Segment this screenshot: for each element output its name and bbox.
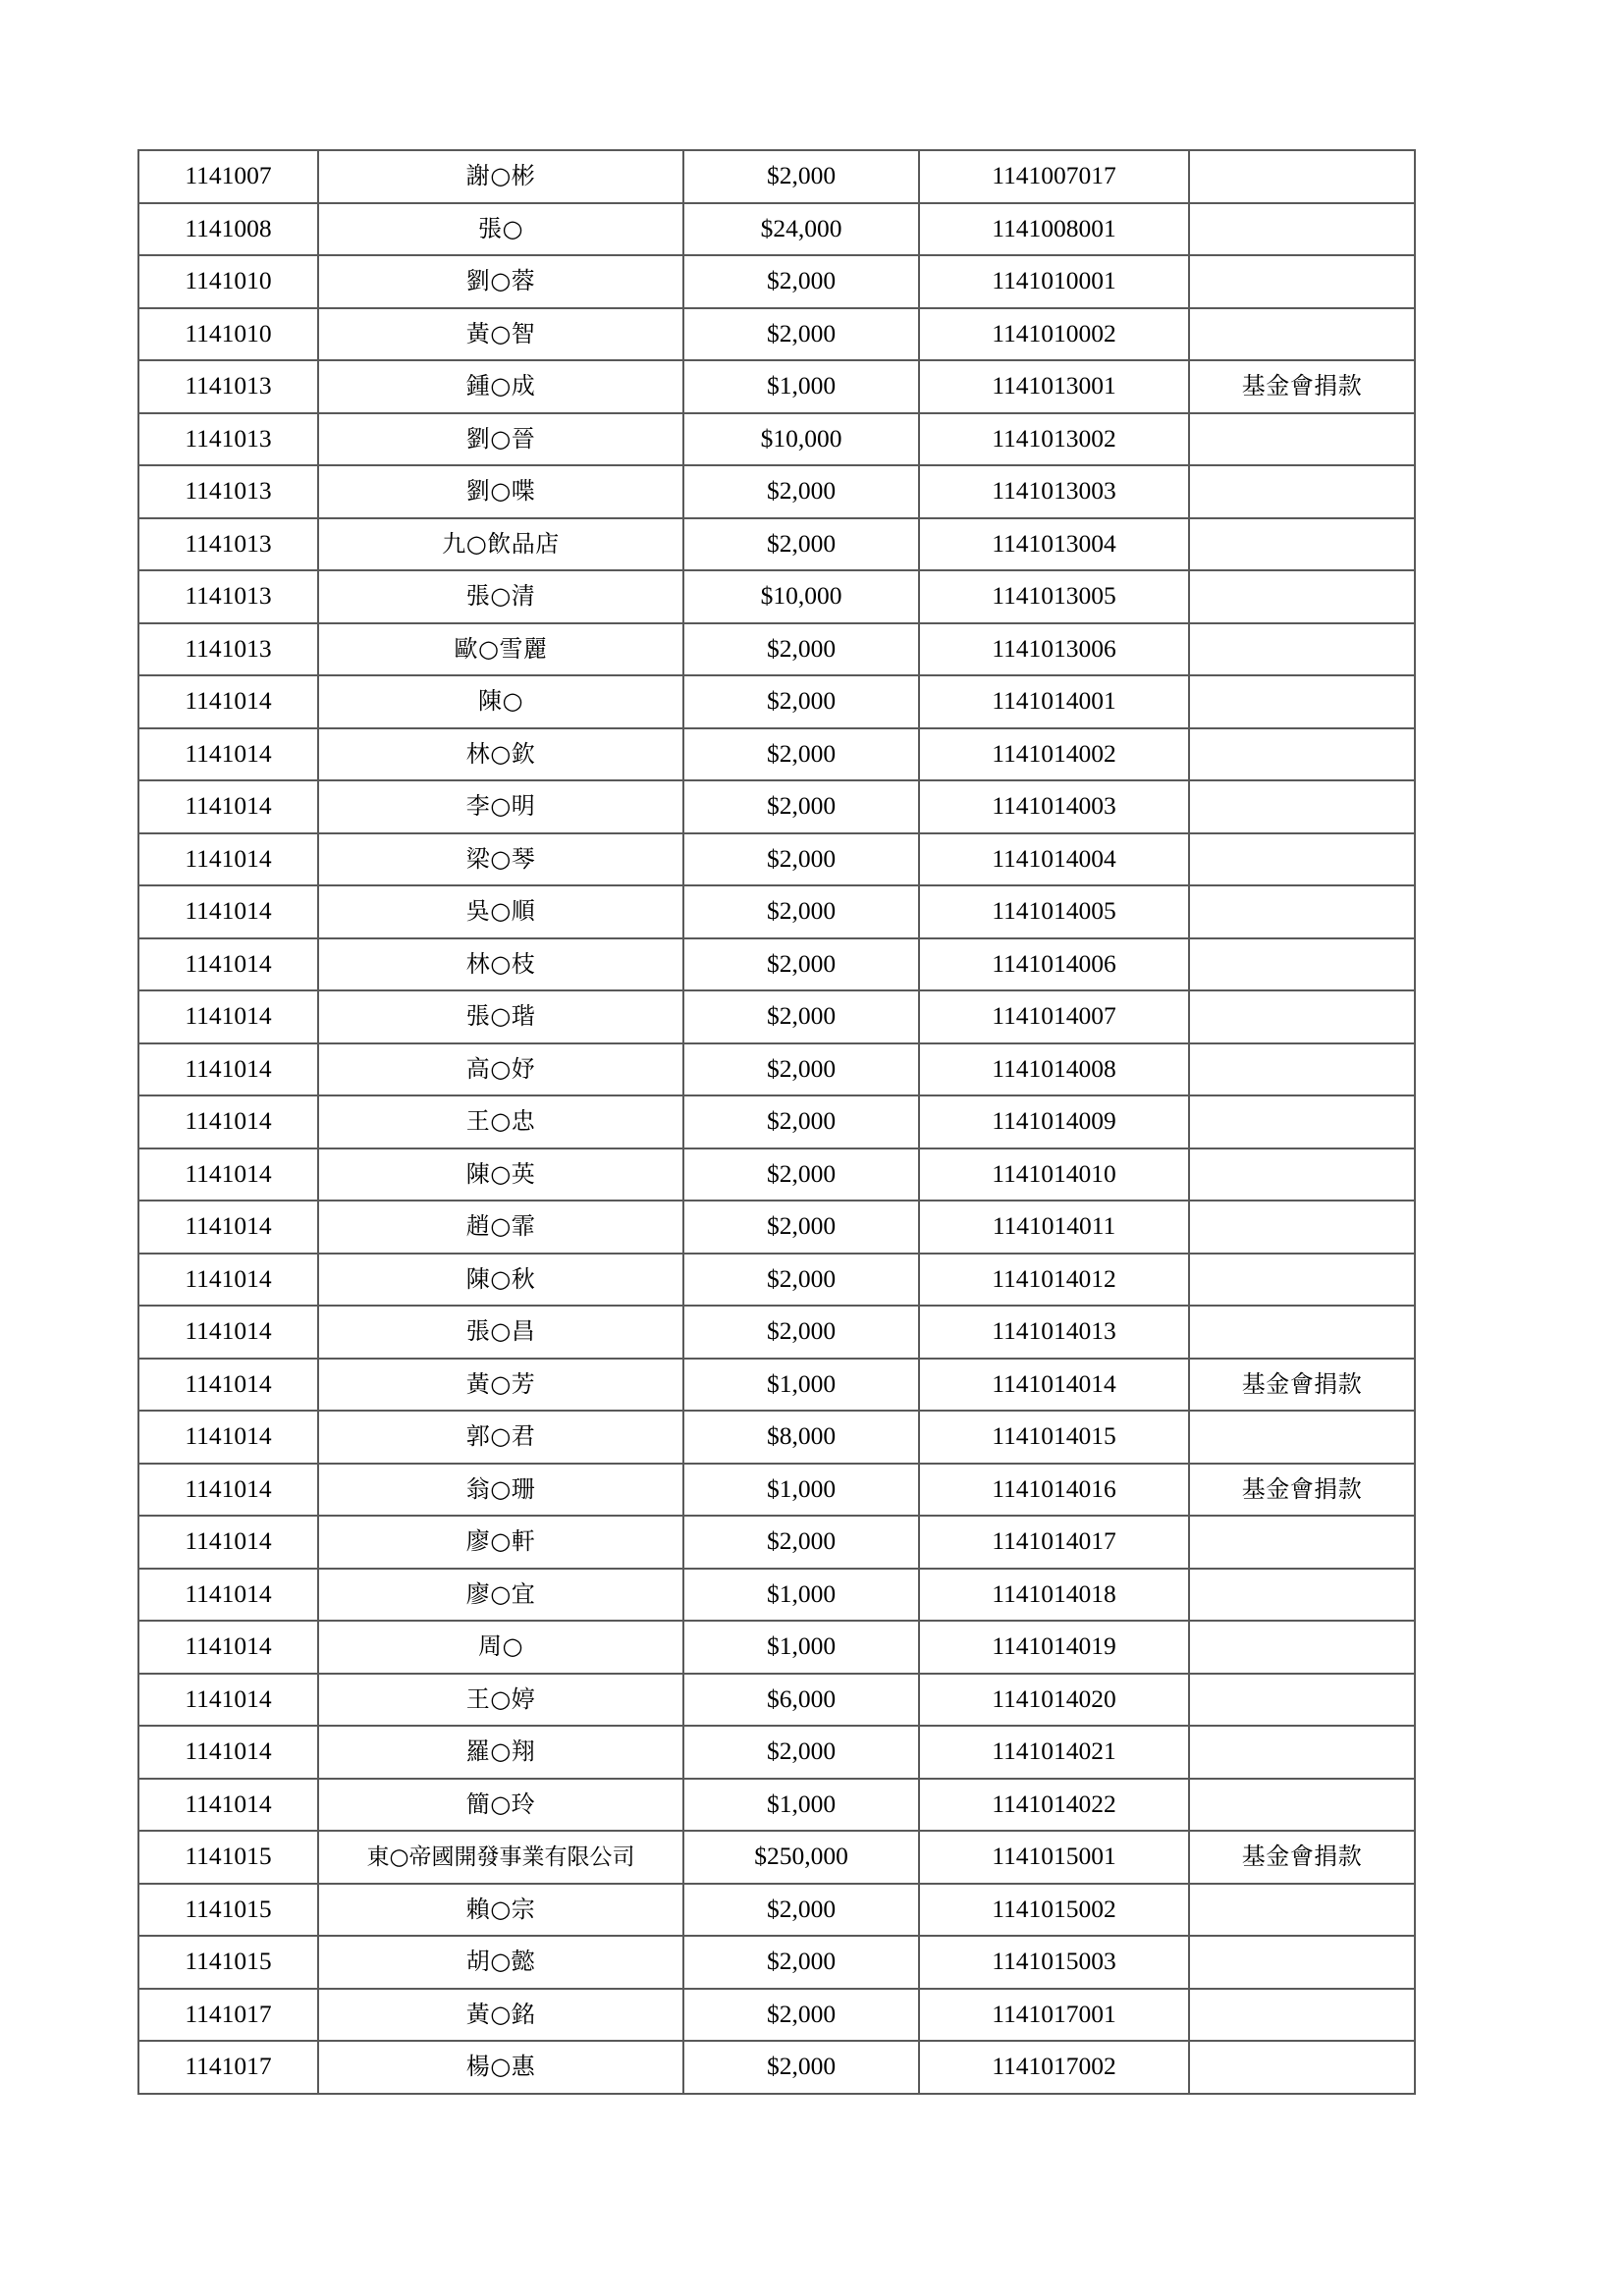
donation-amount-cell: $24,000: [683, 203, 919, 256]
table-row: [138, 1674, 1415, 1727]
donation-date-cell: 1141014: [138, 1306, 318, 1359]
table-row: [138, 990, 1415, 1043]
receipt-number-cell: 1141015001: [919, 1831, 1189, 1884]
donation-date-cell: 1141014: [138, 1779, 318, 1832]
donation-amount-cell: $10,000: [683, 413, 919, 466]
note-cell: [1189, 1306, 1415, 1359]
table-row: [138, 1989, 1415, 2042]
donation-date-cell: 1141014: [138, 1254, 318, 1307]
table-row: [138, 1884, 1415, 1937]
receipt-number-cell: 1141014017: [919, 1516, 1189, 1569]
note-cell: [1189, 413, 1415, 466]
receipt-number-cell: 1141014022: [919, 1779, 1189, 1832]
donation-amount-cell: $2,000: [683, 150, 919, 203]
donation-amount-cell: $2,000: [683, 833, 919, 886]
note-cell: [1189, 990, 1415, 1043]
donation-amount-cell: $2,000: [683, 1095, 919, 1148]
donation-amount-cell: $2,000: [683, 1884, 919, 1937]
donor-name-cell: 林○枝: [318, 938, 683, 991]
receipt-number-cell: 1141013005: [919, 570, 1189, 623]
table-row: [138, 1148, 1415, 1201]
note-cell: [1189, 255, 1415, 308]
donation-amount-cell: $2,000: [683, 780, 919, 833]
note-cell: [1189, 1779, 1415, 1832]
table-row: [138, 1201, 1415, 1254]
receipt-number-cell: 1141014015: [919, 1411, 1189, 1464]
table-row: [138, 413, 1415, 466]
receipt-number-cell: 1141014005: [919, 885, 1189, 938]
donor-name-cell: 楊○惠: [318, 2041, 683, 2094]
donor-name-cell: 劉○蓉: [318, 255, 683, 308]
donation-amount-cell: $2,000: [683, 465, 919, 518]
receipt-number-cell: 1141017001: [919, 1989, 1189, 2042]
receipt-number-cell: 1141014014: [919, 1359, 1189, 1412]
donor-name-cell: 鍾○成: [318, 360, 683, 413]
receipt-number-cell: 1141014011: [919, 1201, 1189, 1254]
receipt-number-cell: 1141017002: [919, 2041, 1189, 2094]
note-cell: [1189, 1201, 1415, 1254]
donation-date-cell: 1141010: [138, 308, 318, 361]
donor-name-cell: 張○昌: [318, 1306, 683, 1359]
donor-name-cell: 吳○順: [318, 885, 683, 938]
donor-name-cell: 林○欽: [318, 728, 683, 781]
donation-date-cell: 1141014: [138, 1569, 318, 1622]
donor-name-cell: 劉○喋: [318, 465, 683, 518]
donation-record-table: [137, 149, 1416, 2095]
note-cell: [1189, 1569, 1415, 1622]
receipt-number-cell: 1141014007: [919, 990, 1189, 1043]
donation-date-cell: 1141014: [138, 1148, 318, 1201]
table-row: [138, 1779, 1415, 1832]
donor-name-cell: 郭○君: [318, 1411, 683, 1464]
table-row: [138, 938, 1415, 991]
receipt-number-cell: 1141014003: [919, 780, 1189, 833]
donor-name-cell: 九○飲品店: [318, 518, 683, 571]
note-cell: [1189, 623, 1415, 676]
donation-amount-cell: $2,000: [683, 885, 919, 938]
donation-amount-cell: $2,000: [683, 1306, 919, 1359]
table-row: [138, 1936, 1415, 1989]
table-row: [138, 675, 1415, 728]
table-row: [138, 1569, 1415, 1622]
table-row: [138, 2041, 1415, 2094]
donor-name-cell: 東○帝國開發事業有限公司: [318, 1831, 683, 1884]
donor-name-cell: 劉○晉: [318, 413, 683, 466]
table-row: [138, 833, 1415, 886]
note-cell: 基金會捐款: [1189, 360, 1415, 413]
note-cell: [1189, 728, 1415, 781]
donation-date-cell: 1141008: [138, 203, 318, 256]
table-row: [138, 465, 1415, 518]
receipt-number-cell: 1141008001: [919, 203, 1189, 256]
donor-name-cell: 廖○軒: [318, 1516, 683, 1569]
note-cell: [1189, 1989, 1415, 2042]
donor-name-cell: 王○婷: [318, 1674, 683, 1727]
note-cell: [1189, 938, 1415, 991]
receipt-number-cell: 1141014004: [919, 833, 1189, 886]
receipt-number-cell: 1141014021: [919, 1726, 1189, 1779]
receipt-number-cell: 1141013003: [919, 465, 1189, 518]
donation-amount-cell: $1,000: [683, 360, 919, 413]
receipt-number-cell: 1141014020: [919, 1674, 1189, 1727]
note-cell: [1189, 1411, 1415, 1464]
donation-date-cell: 1141013: [138, 518, 318, 571]
donation-amount-cell: $2,000: [683, 1516, 919, 1569]
donation-date-cell: 1141014: [138, 780, 318, 833]
donor-name-cell: 張○清: [318, 570, 683, 623]
receipt-number-cell: 1141015002: [919, 1884, 1189, 1937]
donation-amount-cell: $2,000: [683, 728, 919, 781]
donation-date-cell: 1141014: [138, 885, 318, 938]
receipt-number-cell: 1141014012: [919, 1254, 1189, 1307]
receipt-number-cell: 1141010001: [919, 255, 1189, 308]
note-cell: [1189, 570, 1415, 623]
donor-name-cell: 簡○玲: [318, 1779, 683, 1832]
receipt-number-cell: 1141014010: [919, 1148, 1189, 1201]
receipt-number-cell: 1141014016: [919, 1464, 1189, 1517]
note-cell: [1189, 1516, 1415, 1569]
donation-date-cell: 1141017: [138, 2041, 318, 2094]
donor-name-cell: 賴○宗: [318, 1884, 683, 1937]
receipt-number-cell: 1141014019: [919, 1621, 1189, 1674]
donor-name-cell: 王○忠: [318, 1095, 683, 1148]
donor-name-cell: 李○明: [318, 780, 683, 833]
receipt-number-cell: 1141015003: [919, 1936, 1189, 1989]
table-row: [138, 1464, 1415, 1517]
donor-name-cell: 黃○銘: [318, 1989, 683, 2042]
donation-amount-cell: $2,000: [683, 1726, 919, 1779]
note-cell: [1189, 885, 1415, 938]
note-cell: [1189, 833, 1415, 886]
note-cell: [1189, 1095, 1415, 1148]
note-cell: [1189, 518, 1415, 571]
receipt-number-cell: 1141013001: [919, 360, 1189, 413]
donation-date-cell: 1141014: [138, 833, 318, 886]
donation-amount-cell: $2,000: [683, 1201, 919, 1254]
receipt-number-cell: 1141014018: [919, 1569, 1189, 1622]
donation-date-cell: 1141014: [138, 1201, 318, 1254]
donor-name-cell: 陳○秋: [318, 1254, 683, 1307]
donation-date-cell: 1141014: [138, 1516, 318, 1569]
table-row: [138, 1411, 1415, 1464]
donor-name-cell: 羅○翔: [318, 1726, 683, 1779]
donor-name-cell: 趙○霏: [318, 1201, 683, 1254]
donation-amount-cell: $2,000: [683, 308, 919, 361]
donation-amount-cell: $2,000: [683, 938, 919, 991]
donation-date-cell: 1141010: [138, 255, 318, 308]
donation-amount-cell: $1,000: [683, 1621, 919, 1674]
donation-date-cell: 1141014: [138, 1411, 318, 1464]
table-row: [138, 203, 1415, 256]
donation-date-cell: 1141014: [138, 1674, 318, 1727]
note-cell: [1189, 1148, 1415, 1201]
donation-amount-cell: $8,000: [683, 1411, 919, 1464]
table-row: [138, 1254, 1415, 1307]
donation-table-body: [138, 150, 1415, 2094]
donation-amount-cell: $2,000: [683, 518, 919, 571]
note-cell: [1189, 308, 1415, 361]
donation-date-cell: 1141015: [138, 1831, 318, 1884]
donor-name-cell: 胡○懿: [318, 1936, 683, 1989]
donation-amount-cell: $1,000: [683, 1779, 919, 1832]
donor-name-cell: 陳○英: [318, 1148, 683, 1201]
donation-date-cell: 1141015: [138, 1936, 318, 1989]
note-cell: 基金會捐款: [1189, 1831, 1415, 1884]
table-row: [138, 518, 1415, 571]
note-cell: [1189, 780, 1415, 833]
receipt-number-cell: 1141013006: [919, 623, 1189, 676]
table-row: [138, 1516, 1415, 1569]
donation-date-cell: 1141015: [138, 1884, 318, 1937]
note-cell: [1189, 1043, 1415, 1096]
donation-date-cell: 1141014: [138, 990, 318, 1043]
receipt-number-cell: 1141013002: [919, 413, 1189, 466]
receipt-number-cell: 1141014013: [919, 1306, 1189, 1359]
receipt-number-cell: 1141014008: [919, 1043, 1189, 1096]
donor-name-cell: 梁○琴: [318, 833, 683, 886]
receipt-number-cell: 1141014001: [919, 675, 1189, 728]
table-row: [138, 570, 1415, 623]
note-cell: 基金會捐款: [1189, 1359, 1415, 1412]
table-row: [138, 1359, 1415, 1412]
donor-name-cell: 高○妤: [318, 1043, 683, 1096]
donation-amount-cell: $1,000: [683, 1464, 919, 1517]
note-cell: [1189, 465, 1415, 518]
donation-date-cell: 1141013: [138, 623, 318, 676]
table-row: [138, 1095, 1415, 1148]
receipt-number-cell: 1141014006: [919, 938, 1189, 991]
donation-amount-cell: $6,000: [683, 1674, 919, 1727]
donor-name-cell: 張○: [318, 203, 683, 256]
donation-date-cell: 1141013: [138, 465, 318, 518]
table-row: [138, 308, 1415, 361]
donor-name-cell: 黃○智: [318, 308, 683, 361]
table-row: [138, 1306, 1415, 1359]
donor-name-cell: 謝○彬: [318, 150, 683, 203]
receipt-number-cell: 1141010002: [919, 308, 1189, 361]
donation-date-cell: 1141014: [138, 1621, 318, 1674]
donation-date-cell: 1141014: [138, 728, 318, 781]
donation-amount-cell: $2,000: [683, 1254, 919, 1307]
receipt-number-cell: 1141014002: [919, 728, 1189, 781]
donation-date-cell: 1141014: [138, 1043, 318, 1096]
table-row: [138, 885, 1415, 938]
receipt-number-cell: 1141013004: [919, 518, 1189, 571]
donation-date-cell: 1141013: [138, 360, 318, 413]
donation-date-cell: 1141014: [138, 1464, 318, 1517]
donation-amount-cell: $2,000: [683, 255, 919, 308]
note-cell: [1189, 675, 1415, 728]
donation-amount-cell: $2,000: [683, 1989, 919, 2042]
donation-amount-cell: $2,000: [683, 1043, 919, 1096]
donor-name-cell: 周○: [318, 1621, 683, 1674]
donation-date-cell: 1141014: [138, 1726, 318, 1779]
donation-date-cell: 1141007: [138, 150, 318, 203]
donor-name-cell: 陳○: [318, 675, 683, 728]
donation-amount-cell: $1,000: [683, 1359, 919, 1412]
donation-amount-cell: $1,000: [683, 1569, 919, 1622]
note-cell: [1189, 2041, 1415, 2094]
receipt-number-cell: 1141007017: [919, 150, 1189, 203]
donation-amount-cell: $2,000: [683, 623, 919, 676]
table-row: [138, 255, 1415, 308]
donor-name-cell: 黃○芳: [318, 1359, 683, 1412]
receipt-number-cell: 1141014009: [919, 1095, 1189, 1148]
table-row: [138, 1726, 1415, 1779]
table-row: [138, 150, 1415, 203]
donation-date-cell: 1141014: [138, 1359, 318, 1412]
note-cell: 基金會捐款: [1189, 1464, 1415, 1517]
note-cell: [1189, 1254, 1415, 1307]
donation-date-cell: 1141014: [138, 938, 318, 991]
note-cell: [1189, 150, 1415, 203]
donation-amount-cell: $2,000: [683, 1148, 919, 1201]
note-cell: [1189, 1674, 1415, 1727]
note-cell: [1189, 1621, 1415, 1674]
donation-date-cell: 1141013: [138, 413, 318, 466]
donation-date-cell: 1141013: [138, 570, 318, 623]
table-row: [138, 728, 1415, 781]
donation-amount-cell: $10,000: [683, 570, 919, 623]
table-row: [138, 1043, 1415, 1096]
donation-amount-cell: $2,000: [683, 2041, 919, 2094]
donation-amount-cell: $2,000: [683, 675, 919, 728]
table-row: [138, 1831, 1415, 1884]
donation-date-cell: 1141014: [138, 1095, 318, 1148]
donor-name-cell: 歐○雪麗: [318, 623, 683, 676]
note-cell: [1189, 1884, 1415, 1937]
donor-name-cell: 翁○珊: [318, 1464, 683, 1517]
note-cell: [1189, 203, 1415, 256]
donation-amount-cell: $2,000: [683, 1936, 919, 1989]
table-row: [138, 1621, 1415, 1674]
note-cell: [1189, 1726, 1415, 1779]
table-row: [138, 360, 1415, 413]
donation-amount-cell: $2,000: [683, 990, 919, 1043]
donor-name-cell: 張○瑎: [318, 990, 683, 1043]
donation-date-cell: 1141014: [138, 675, 318, 728]
donation-date-cell: 1141017: [138, 1989, 318, 2042]
donor-name-cell: 廖○宜: [318, 1569, 683, 1622]
table-row: [138, 780, 1415, 833]
donation-amount-cell: $250,000: [683, 1831, 919, 1884]
note-cell: [1189, 1936, 1415, 1989]
table-row: [138, 623, 1415, 676]
